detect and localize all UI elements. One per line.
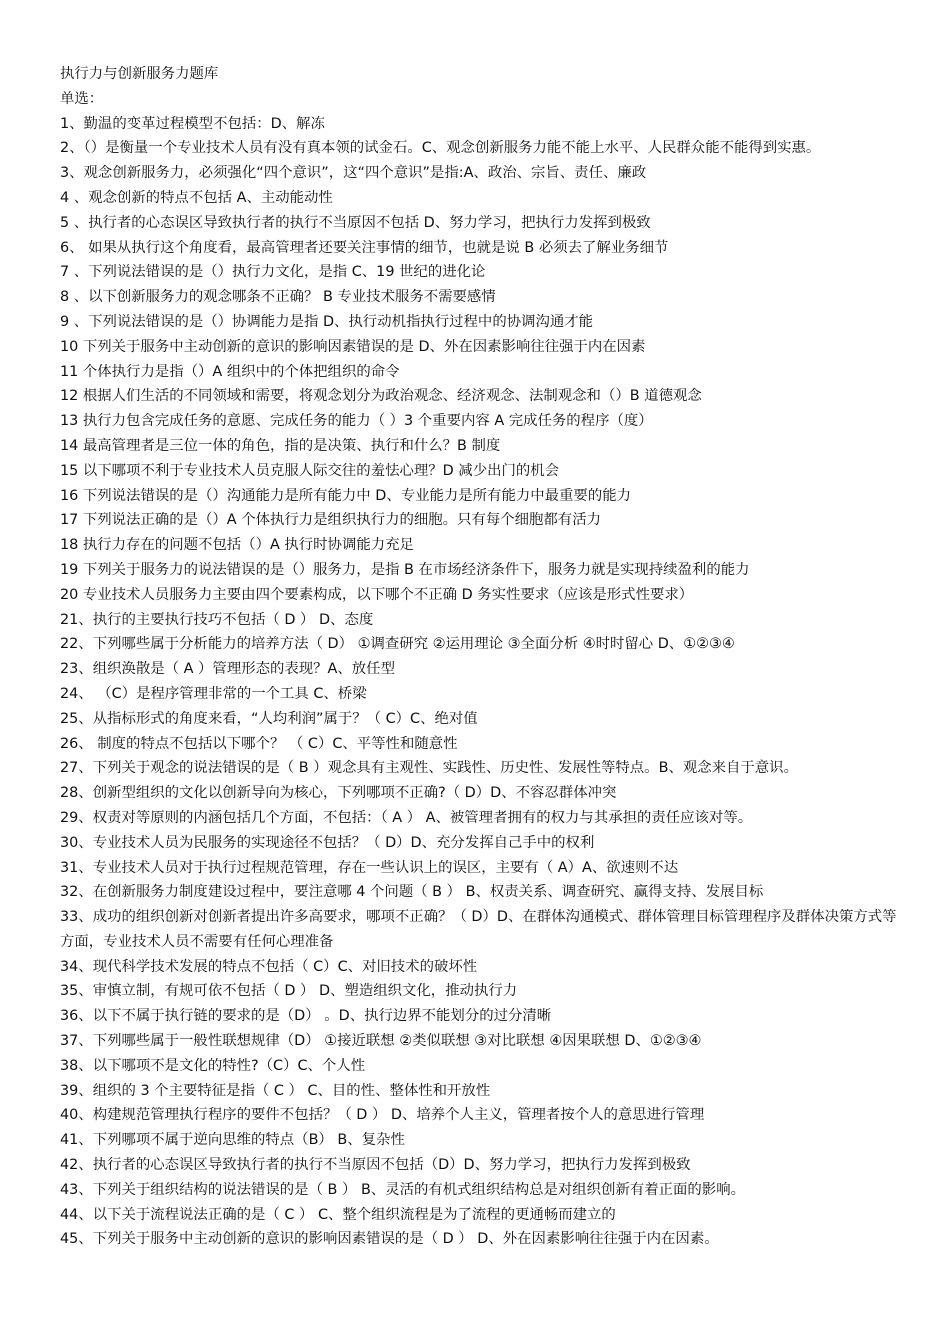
question-item: 2、（）是衡量一个专业技术人员有没有真本领的试金石。C、观念创新服务力能不能上水平、人民群众能不能得到实惠。 — [60, 140, 821, 157]
question-item: 16 下列说法错误的是（）沟通能力是所有能力中 D、专业能力是所有能力中最重要的能力 — [60, 487, 631, 504]
question-item: 6、 如果从执行这个角度看，最高管理者还要关注事情的细节，也就是说 B 必须去了解业务细节 — [60, 239, 669, 256]
question-item: 30、专业技术人员为民服务的实现途径不包括？（ D）D、充分发挥自己手中的权利 — [60, 834, 595, 851]
question-item: 33、成功的组织创新对创新者提出许多高要求，哪项不正确？（ D）D、在群体沟通模式、群体管理目标管理程序及群体决策方式等方面，专业技术人员不需要有任何心理准备 — [60, 909, 897, 950]
question-item: 19 下列关于服务力的说法错误的是（）服务力，是指 B 在市场经济条件下，服务力就是实现持续盈利的能力 — [60, 561, 750, 578]
question-item: 26、 制度的特点不包括以下哪个？ （ C）C、平等性和随意性 — [60, 735, 458, 752]
question-item: 7 、下列说法错误的是（）执行力文化，是指 C、19 世纪的进化论 — [60, 264, 486, 281]
question-list — [60, 112, 906, 1253]
question-item: 41、下列哪项不属于逆向思维的特点（B） B、复杂性 — [60, 1132, 405, 1149]
question-item: 23、组织涣散是（ A ）管理形态的表现？A、放任型 — [60, 661, 395, 678]
question-item: 32、在创新服务力制度建设过程中，要注意哪 4 个问题（ B ） B、权责关系、调查研究、赢得支持、发展目标 — [60, 884, 764, 901]
question-item: 42、执行者的心态误区导致执行者的执行不当原因不包括（D）D、努力学习，把执行力发挥到极致 — [60, 1157, 691, 1174]
question-item: 45、下列关于服务中主动创新的意识的影响因素错误的是（ D ） D、外在因素影响往往强于内在因素。 — [60, 1231, 719, 1248]
question-item: 31、专业技术人员对于执行过程规范管理，存在一些认识上的误区，主要有（ A）A、欲速则不达 — [60, 859, 679, 876]
question-item: 39、组织的 3 个主要特征是指（ C ） C、目的性、整体性和开放性 — [60, 1082, 491, 1099]
section-heading: 单选： — [60, 90, 104, 107]
question-item: 8 、以下创新服务力的观念哪条不正确？ B 专业技术服务不需要感情 — [60, 289, 496, 306]
question-item: 11 个体执行力是指（）A 组织中的个体把组织的命令 — [60, 363, 400, 380]
question-item: 17 下列说法正确的是（）A 个体执行力是组织执行力的细胞。只有每个细胞都有活力 — [60, 512, 601, 529]
question-item: 27、下列关于观念的说法错误的是（ B ）观念具有主观性、实践性、历史性、发展性等特点。B、观念来自于意识。 — [60, 760, 798, 777]
question-item: 21、执行的主要执行技巧不包括（ D ） D、态度 — [60, 611, 374, 628]
question-item: 14 最高管理者是三位一体的角色，指的是决策、执行和什么？B 制度 — [60, 437, 501, 454]
question-item: 29、权责对等原则的内涵包括几个方面，不包括：（ A ） A、被管理者拥有的权力与其承担的责任应该对等。 — [60, 809, 753, 826]
question-item: 20 专业技术人员服务力主要由四个要素构成，以下哪个不正确 D 务实性要求（应该是形式性要求） — [60, 586, 694, 603]
question-item: 34、现代科学技术发展的特点不包括（ C）C、对旧技术的破坏性 — [60, 958, 478, 975]
question-item: 3、观念创新服务力，必须强化“四个意识”，这“四个意识”是指:A、政治、宗旨、责任、廉政 — [60, 165, 647, 182]
question-item: 35、审慎立制，有规可依不包括（ D ） D、塑造组织文化，推动执行力 — [60, 983, 518, 1000]
question-item: 22、下列哪些属于分析能力的培养方法（ D） ①调查研究 ②运用理论 ③全面分析 ④时时留心 D、①②③④ — [60, 636, 735, 653]
question-item: 28、创新型组织的文化以创新导向为核心，下列哪项不正确?（ D）D、不容忍群体冲突 — [60, 785, 617, 802]
question-item: 10 下列关于服务中主动创新的意识的影响因素错误的是 D、外在因素影响往往强于内在因素 — [60, 338, 646, 355]
question-item: 18 执行力存在的问题不包括（）A 执行时协调能力充足 — [60, 537, 414, 554]
question-item: 12 根据人们生活的不同领域和需要，将观念划分为政治观念、经济观念、法制观念和（）B 道德观念 — [60, 388, 702, 405]
document-title: 执行力与创新服务力题库 — [60, 66, 219, 82]
question-item: 37、下列哪些属于一般性联想规律（D） ①接近联想 ②类似联想 ③对比联想 ④因果联想 D、①②③④ — [60, 1033, 702, 1050]
document-body — [60, 62, 906, 1252]
question-item: 1、勤温的变革过程模型不包括：D、解冻 — [60, 115, 325, 132]
question-item: 38、以下哪项不是文化的特性?（C）C、个人性 — [60, 1057, 366, 1074]
question-item: 25、从指标形式的角度来看，“人均利润”属于？（ C）C、绝对值 — [60, 710, 478, 727]
question-item: 9 、下列说法错误的是（）协调能力是指 D、执行动机指执行过程中的协调沟通才能 — [60, 313, 594, 330]
question-item: 15 以下哪项不利于专业技术人员克服人际交往的羞怯心理？D 减少出门的机会 — [60, 462, 560, 479]
question-item: 40、构建规范管理执行程序的要件不包括？（ D ） D、培养个人主义，管理者按个人的意思进行管理 — [60, 1107, 705, 1124]
question-item: 5 、执行者的心态误区导致执行者的执行不当原因不包括 D、努力学习，把执行力发挥到极致 — [60, 214, 651, 231]
question-item: 24、 （C）是程序管理非常的一个工具 C、桥梁 — [60, 685, 367, 702]
question-item: 4 、观念创新的特点不包括 A、主动能动性 — [60, 189, 333, 206]
question-item: 43、下列关于组织结构的说法错误的是（ B ） B、灵活的有机式组织结构总是对组织创新有着正面的影响。 — [60, 1181, 745, 1198]
question-item: 36、以下不属于执行链的要求的是（D） 。D、执行边界不能划分的过分清晰 — [60, 1008, 552, 1025]
question-item: 44、以下关于流程说法正确的是（ C ） C、整个组织流程是为了流程的更通畅而建立的 — [60, 1206, 616, 1223]
question-item: 13 执行力包含完成任务的意愿、完成任务的能力（ ）3 个重要内容 A 完成任务的程序（度） — [60, 413, 653, 430]
